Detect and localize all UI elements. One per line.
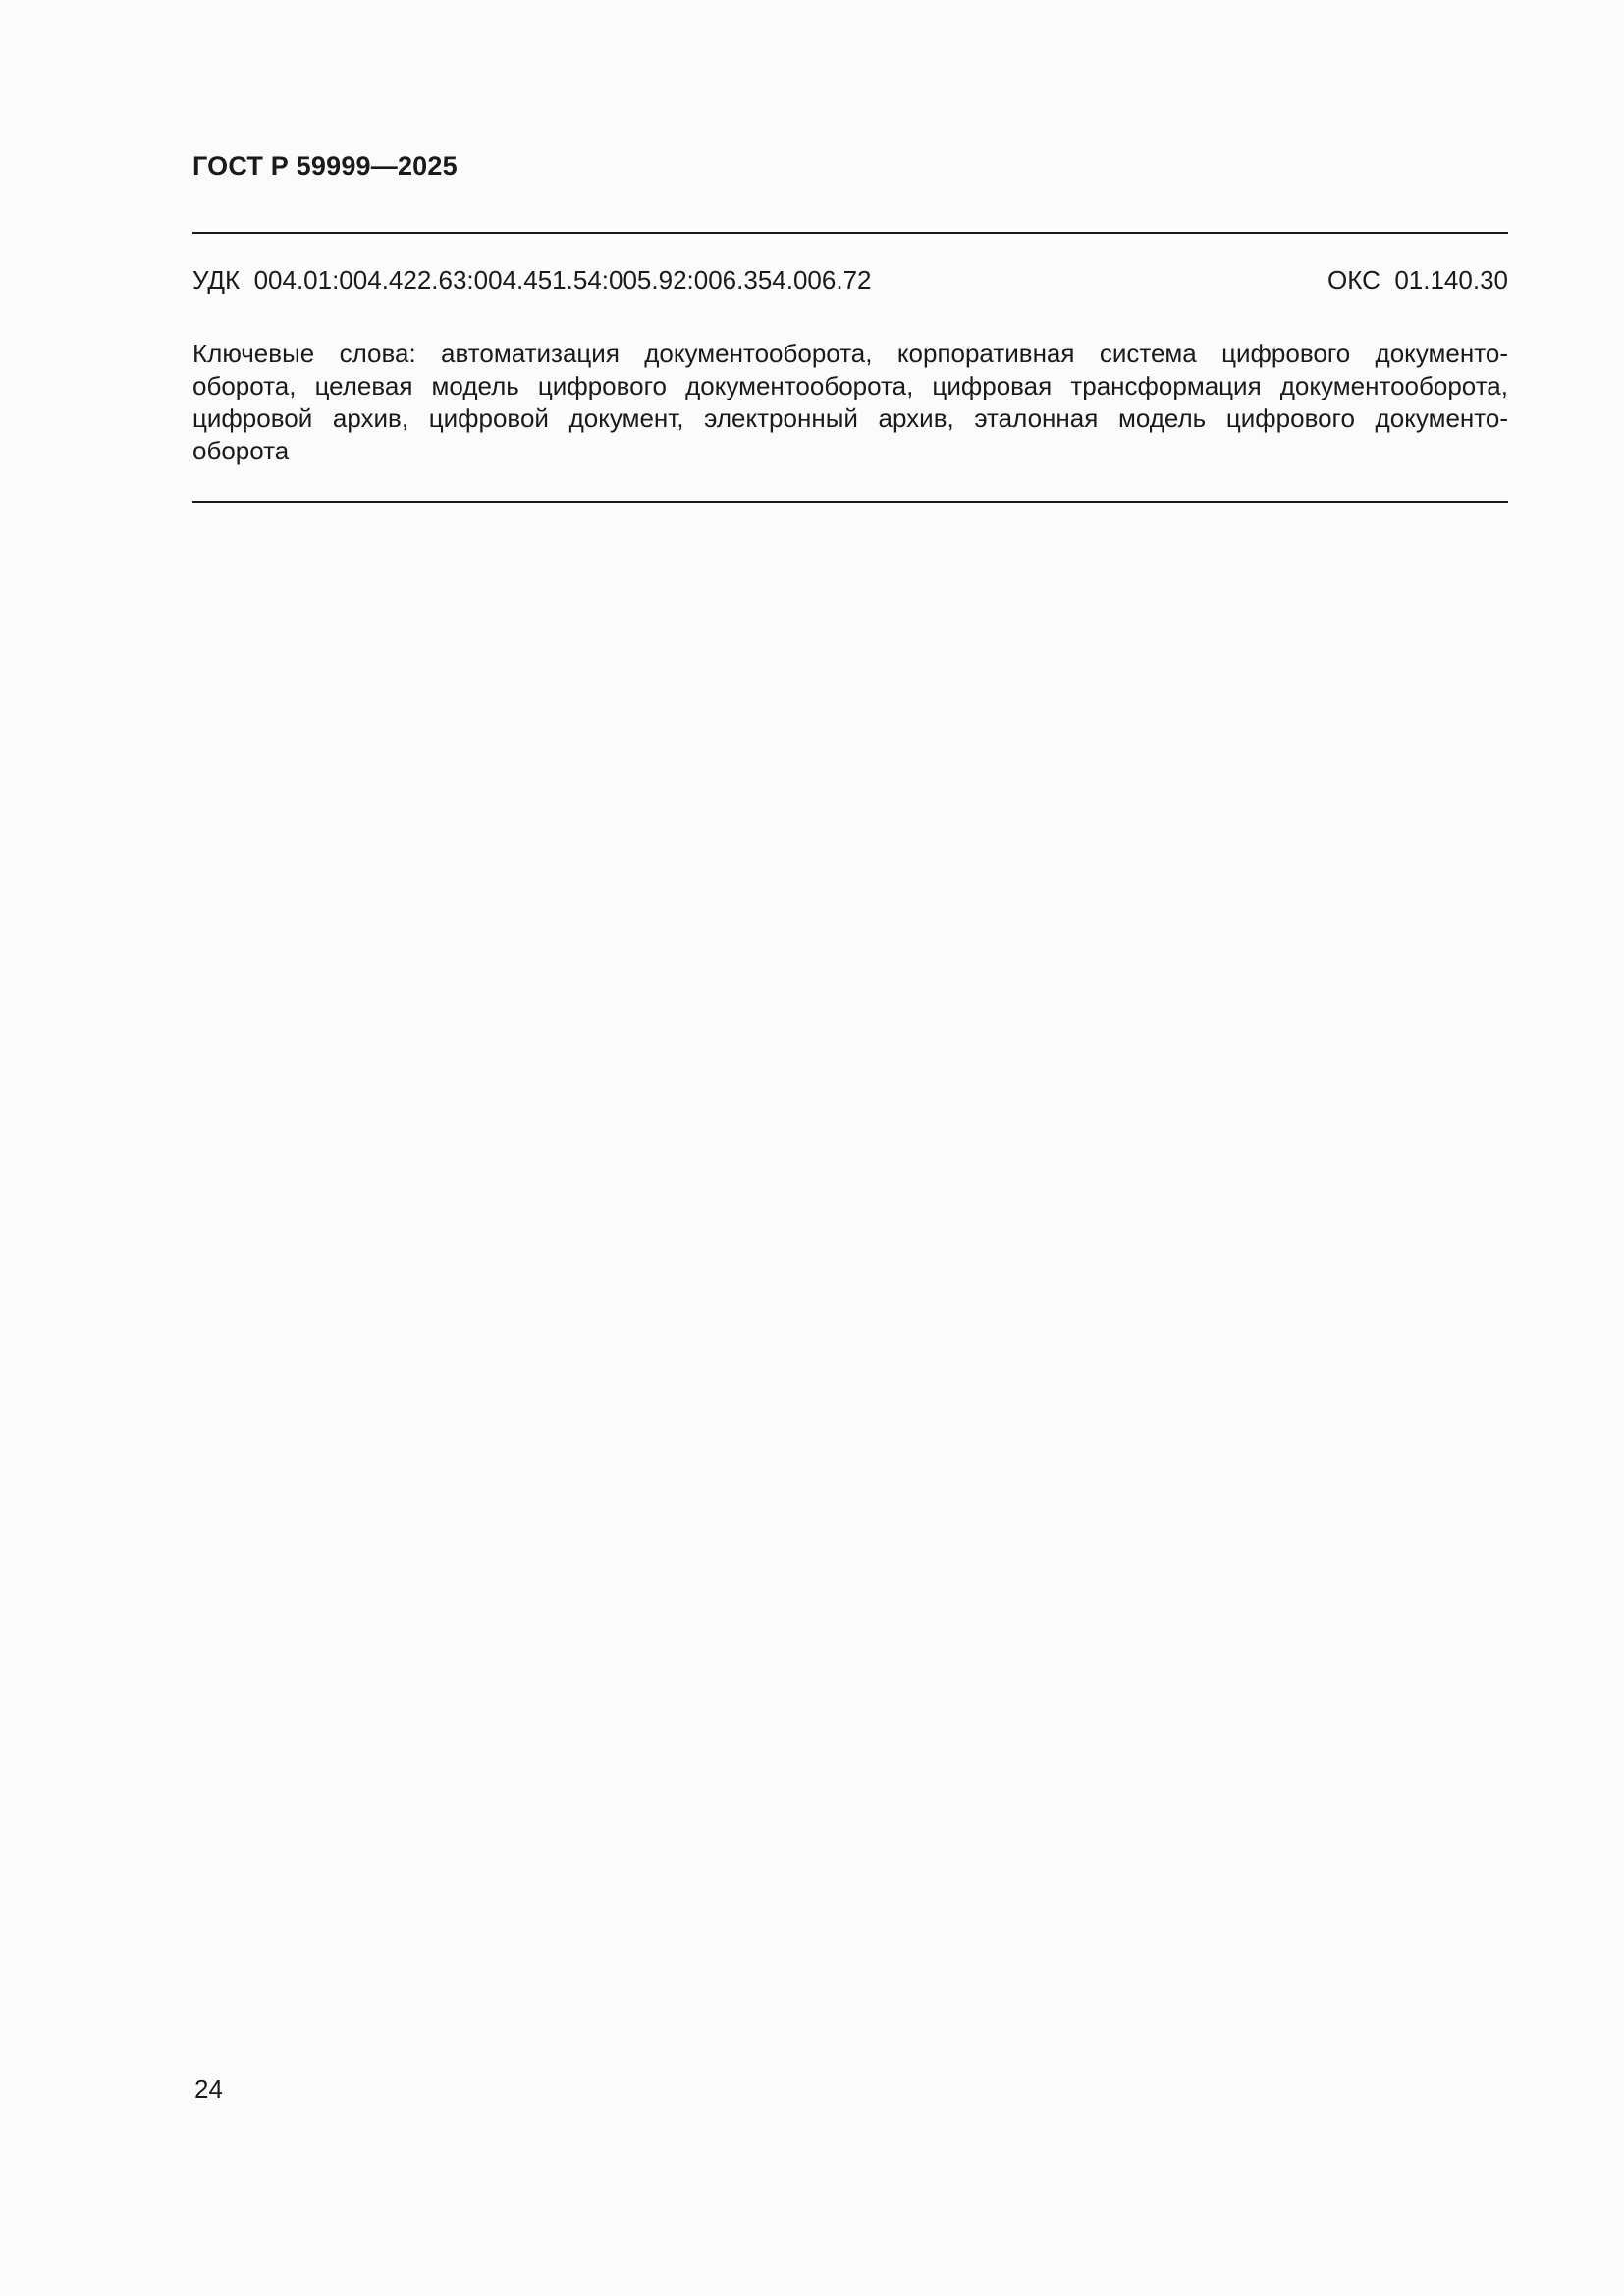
udk-label: УДК [192, 265, 241, 294]
top-divider [192, 232, 1508, 234]
oks-block [1327, 265, 1508, 295]
page-number: 24 [194, 2074, 223, 2104]
udk-block [192, 265, 872, 295]
oks-value: 01.140.30 [1394, 265, 1508, 294]
bottom-divider [192, 501, 1508, 503]
keywords-line: Ключевые слова: автоматизация документооборота, корпоративная система цифрового документо- [192, 339, 1508, 368]
standard-code: ГОСТ Р 59999—2025 [192, 151, 458, 181]
udk-value: 004.01:004.422.63:004.451.54:005.92:006.354.006.72 [253, 265, 872, 294]
keywords-paragraph [192, 338, 1508, 467]
keywords-line: оборота [192, 436, 290, 465]
oks-label: ОКС [1327, 265, 1380, 294]
keywords-line: оборота, целевая модель цифрового документооборота, цифровая трансформация документооборота, [192, 371, 1508, 400]
keywords-line: цифровой архив, цифровой документ, электронный архив, эталонная модель цифрового документо- [192, 403, 1508, 433]
